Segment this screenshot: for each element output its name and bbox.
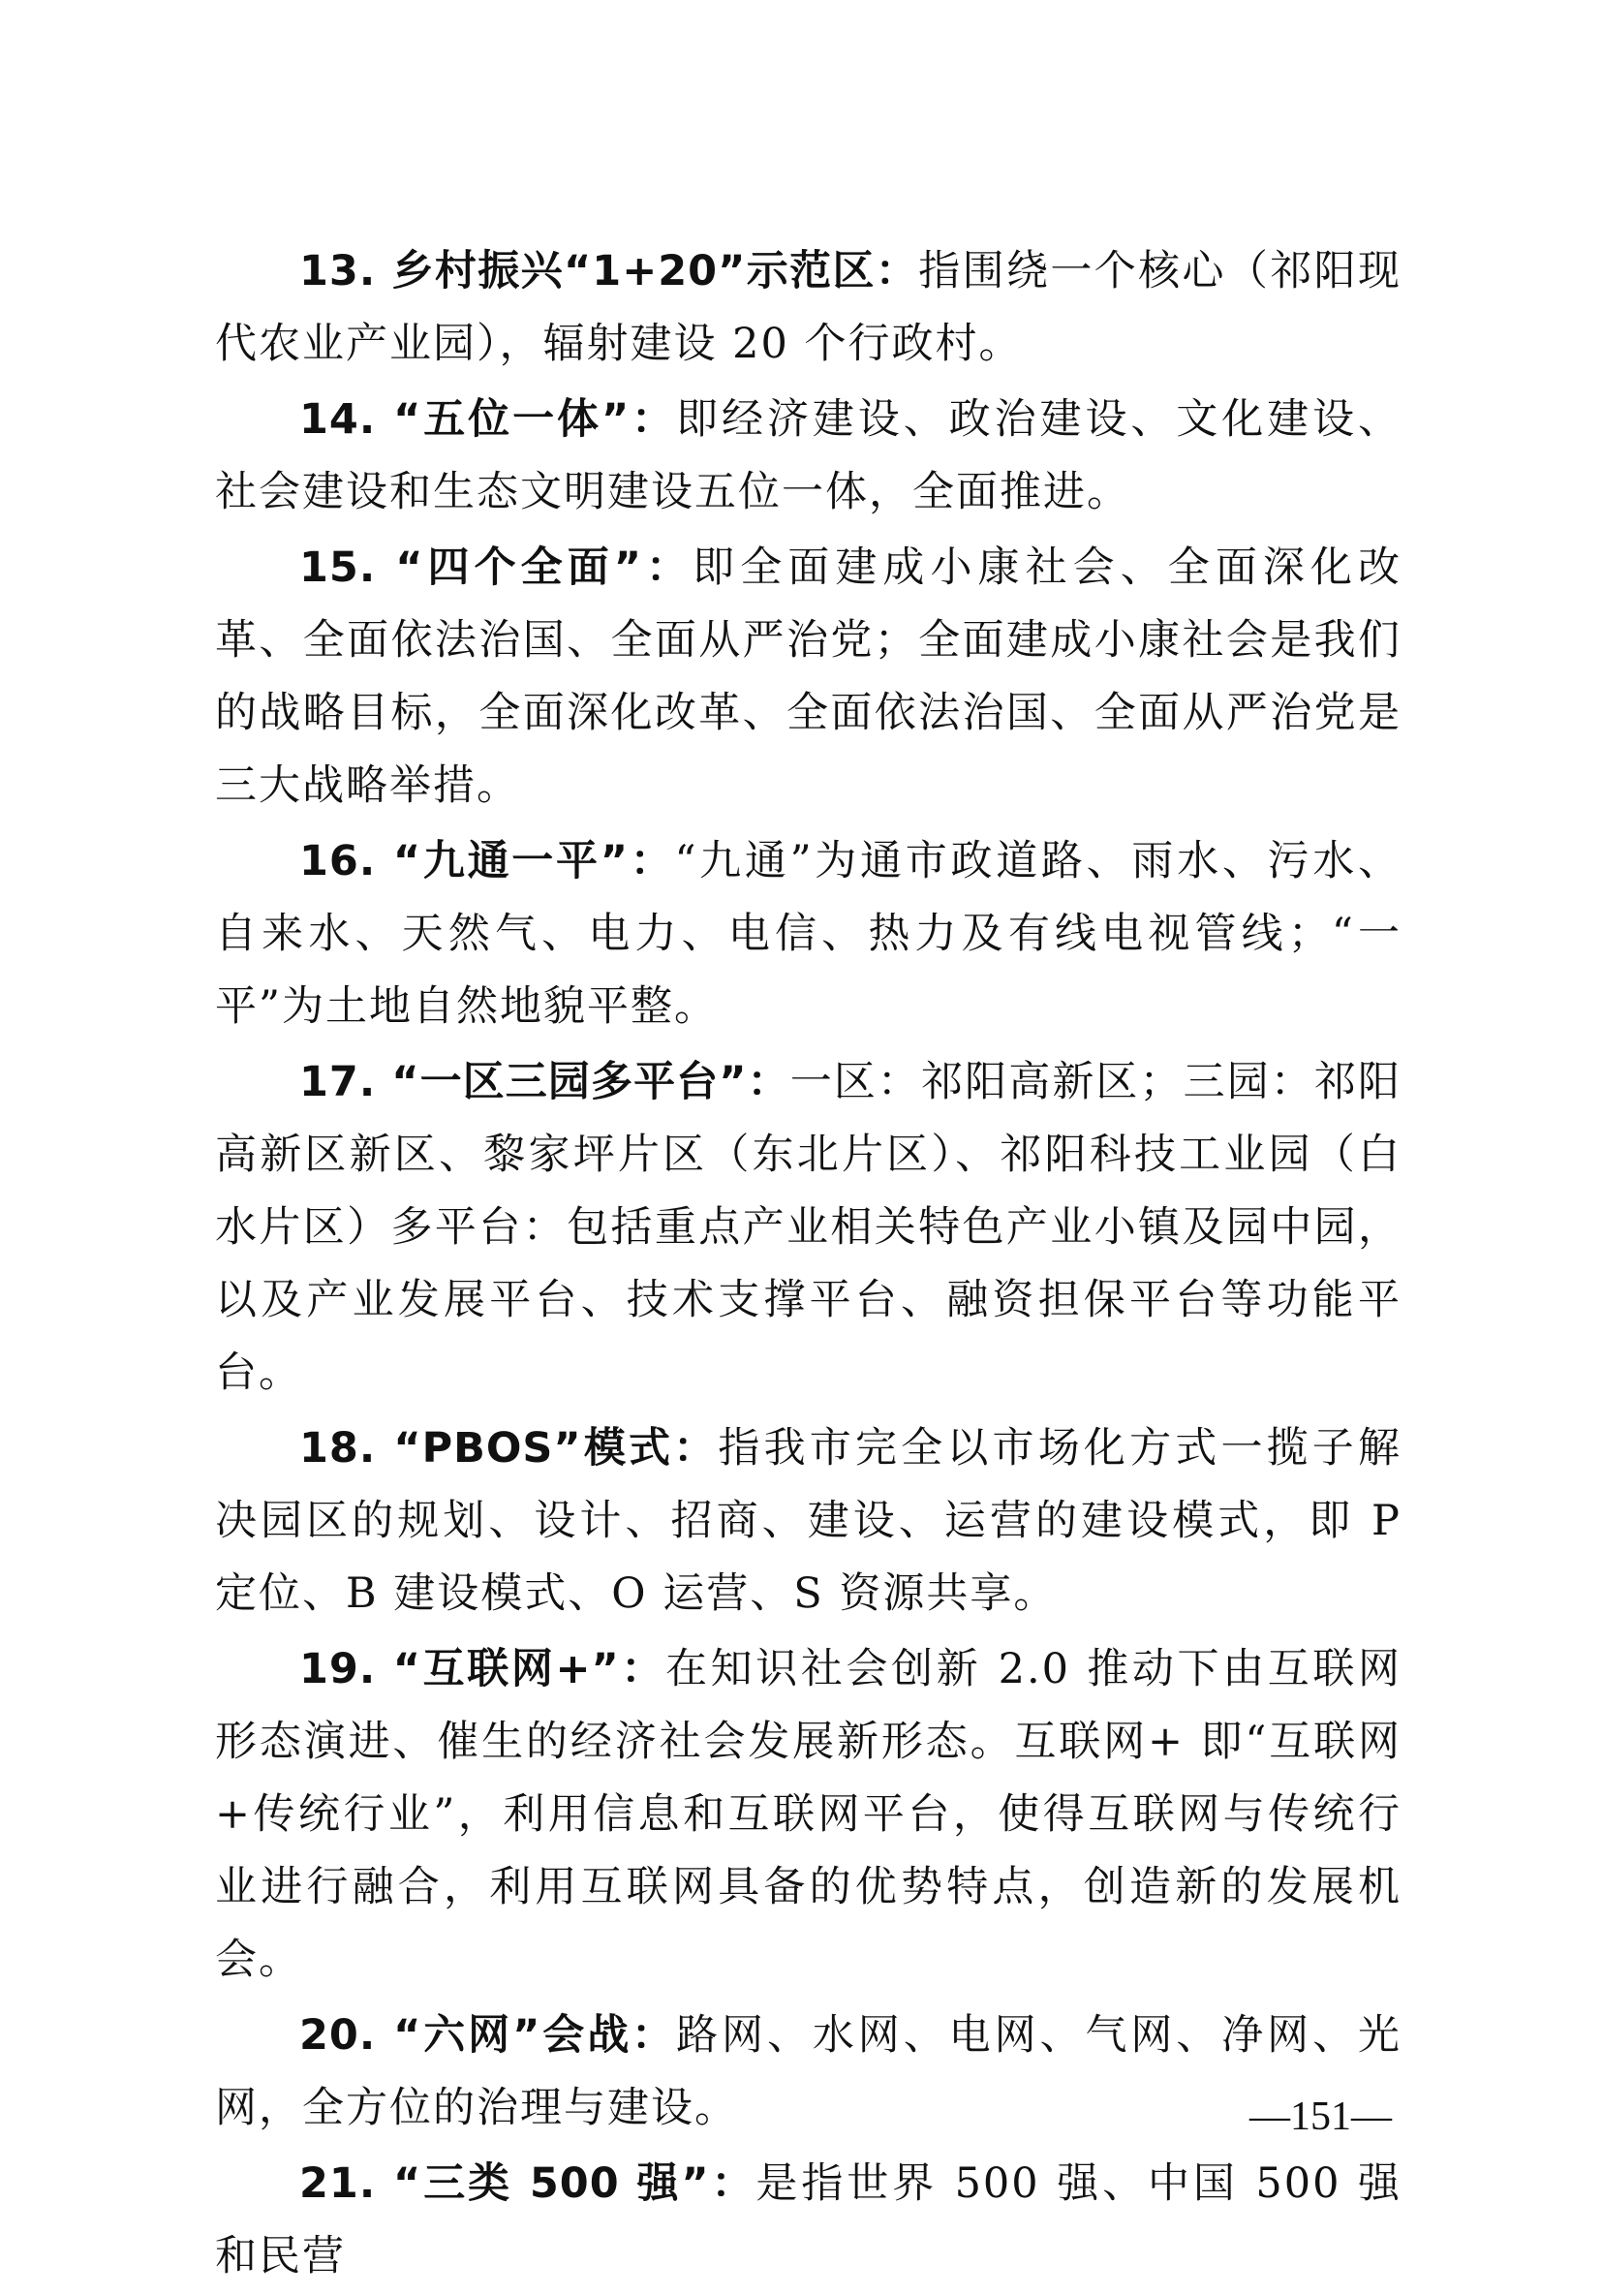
glossary-entry-21 bbox=[215, 2148, 1402, 2293]
entry-term: 20. “六网”会战： bbox=[299, 2011, 677, 2060]
glossary-entry-14 bbox=[215, 384, 1402, 529]
entry-term: 21. “三类 500 强”： bbox=[299, 2159, 756, 2208]
entry-term: 19. “互联网+”： bbox=[299, 1645, 666, 1693]
entry-definition: 是指世界 500 强、中国 500 强和民营 bbox=[215, 2159, 1402, 2280]
entry-definition: 一区：祁阳高新区；三园：祁阳高新区新区、黎家坪片区（东北片区）、祁阳科技工业园（白水片区）多平台：包括重点产业相关特色产业小镇及园中园，以及产业发展平台、技术支撑平台、融资担保平台等功能平台。 bbox=[215, 1058, 1402, 1397]
entry-term: 15. “四个全面”： bbox=[299, 543, 693, 592]
glossary-entry-20 bbox=[215, 2000, 1402, 2145]
entry-definition: 指我市完全以市场化方式一揽子解决园区的规划、设计、招商、建设、运营的建设模式，即 P 定位、B 建设模式、O 运营、S 资源共享。 bbox=[215, 1424, 1402, 1618]
document-body bbox=[215, 235, 1402, 2296]
entry-term: 17. “一区三园多平台”： bbox=[299, 1058, 790, 1106]
entry-definition: 路网、水网、电网、气网、净网、光网，全方位的治理与建设。 bbox=[215, 2011, 1402, 2132]
entry-definition: 即经济建设、政治建设、文化建设、社会建设和生态文明建设五位一体，全面推进。 bbox=[215, 395, 1402, 516]
entry-definition: “九通”为通市政道路、雨水、污水、自来水、天然气、电力、电信、热力及有线电视管线；“一平”为土地自然地貌平整。 bbox=[215, 837, 1402, 1031]
entry-definition: 即全面建成小康社会、全面深化改革、全面依法治国、全面从严治党；全面建成小康社会是我们的战略目标，全面深化改革、全面依法治国、全面从严治党是三大战略举措。 bbox=[215, 543, 1402, 810]
glossary-entry-16 bbox=[215, 825, 1402, 1043]
glossary-entry-13 bbox=[215, 235, 1402, 381]
glossary-entry-17 bbox=[215, 1046, 1402, 1410]
entry-definition: 在知识社会创新 2.0 推动下由互联网形态演进、催生的经济社会发展新形态。互联网+ 即“互联网+传统行业”，利用信息和互联网平台，使得互联网与传统行业进行融合，利用互联网具备的优势特点，创造新的发展机会。 bbox=[215, 1645, 1402, 1984]
entry-term: 18. “PBOS”模式： bbox=[299, 1424, 719, 1473]
page-number: —151— bbox=[1249, 2094, 1392, 2139]
entry-term: 13. 乡村振兴“1+20”示范区： bbox=[299, 247, 919, 295]
entry-definition: 指围绕一个核心（祁阳现代农业产业园），辐射建设 20 个行政村。 bbox=[215, 247, 1402, 368]
entry-term: 16. “九通一平”： bbox=[299, 837, 675, 885]
glossary-entry-19 bbox=[215, 1633, 1402, 1997]
glossary-entry-18 bbox=[215, 1412, 1402, 1630]
entry-term: 14. “五位一体”： bbox=[299, 395, 677, 444]
glossary-entry-15 bbox=[215, 532, 1402, 822]
